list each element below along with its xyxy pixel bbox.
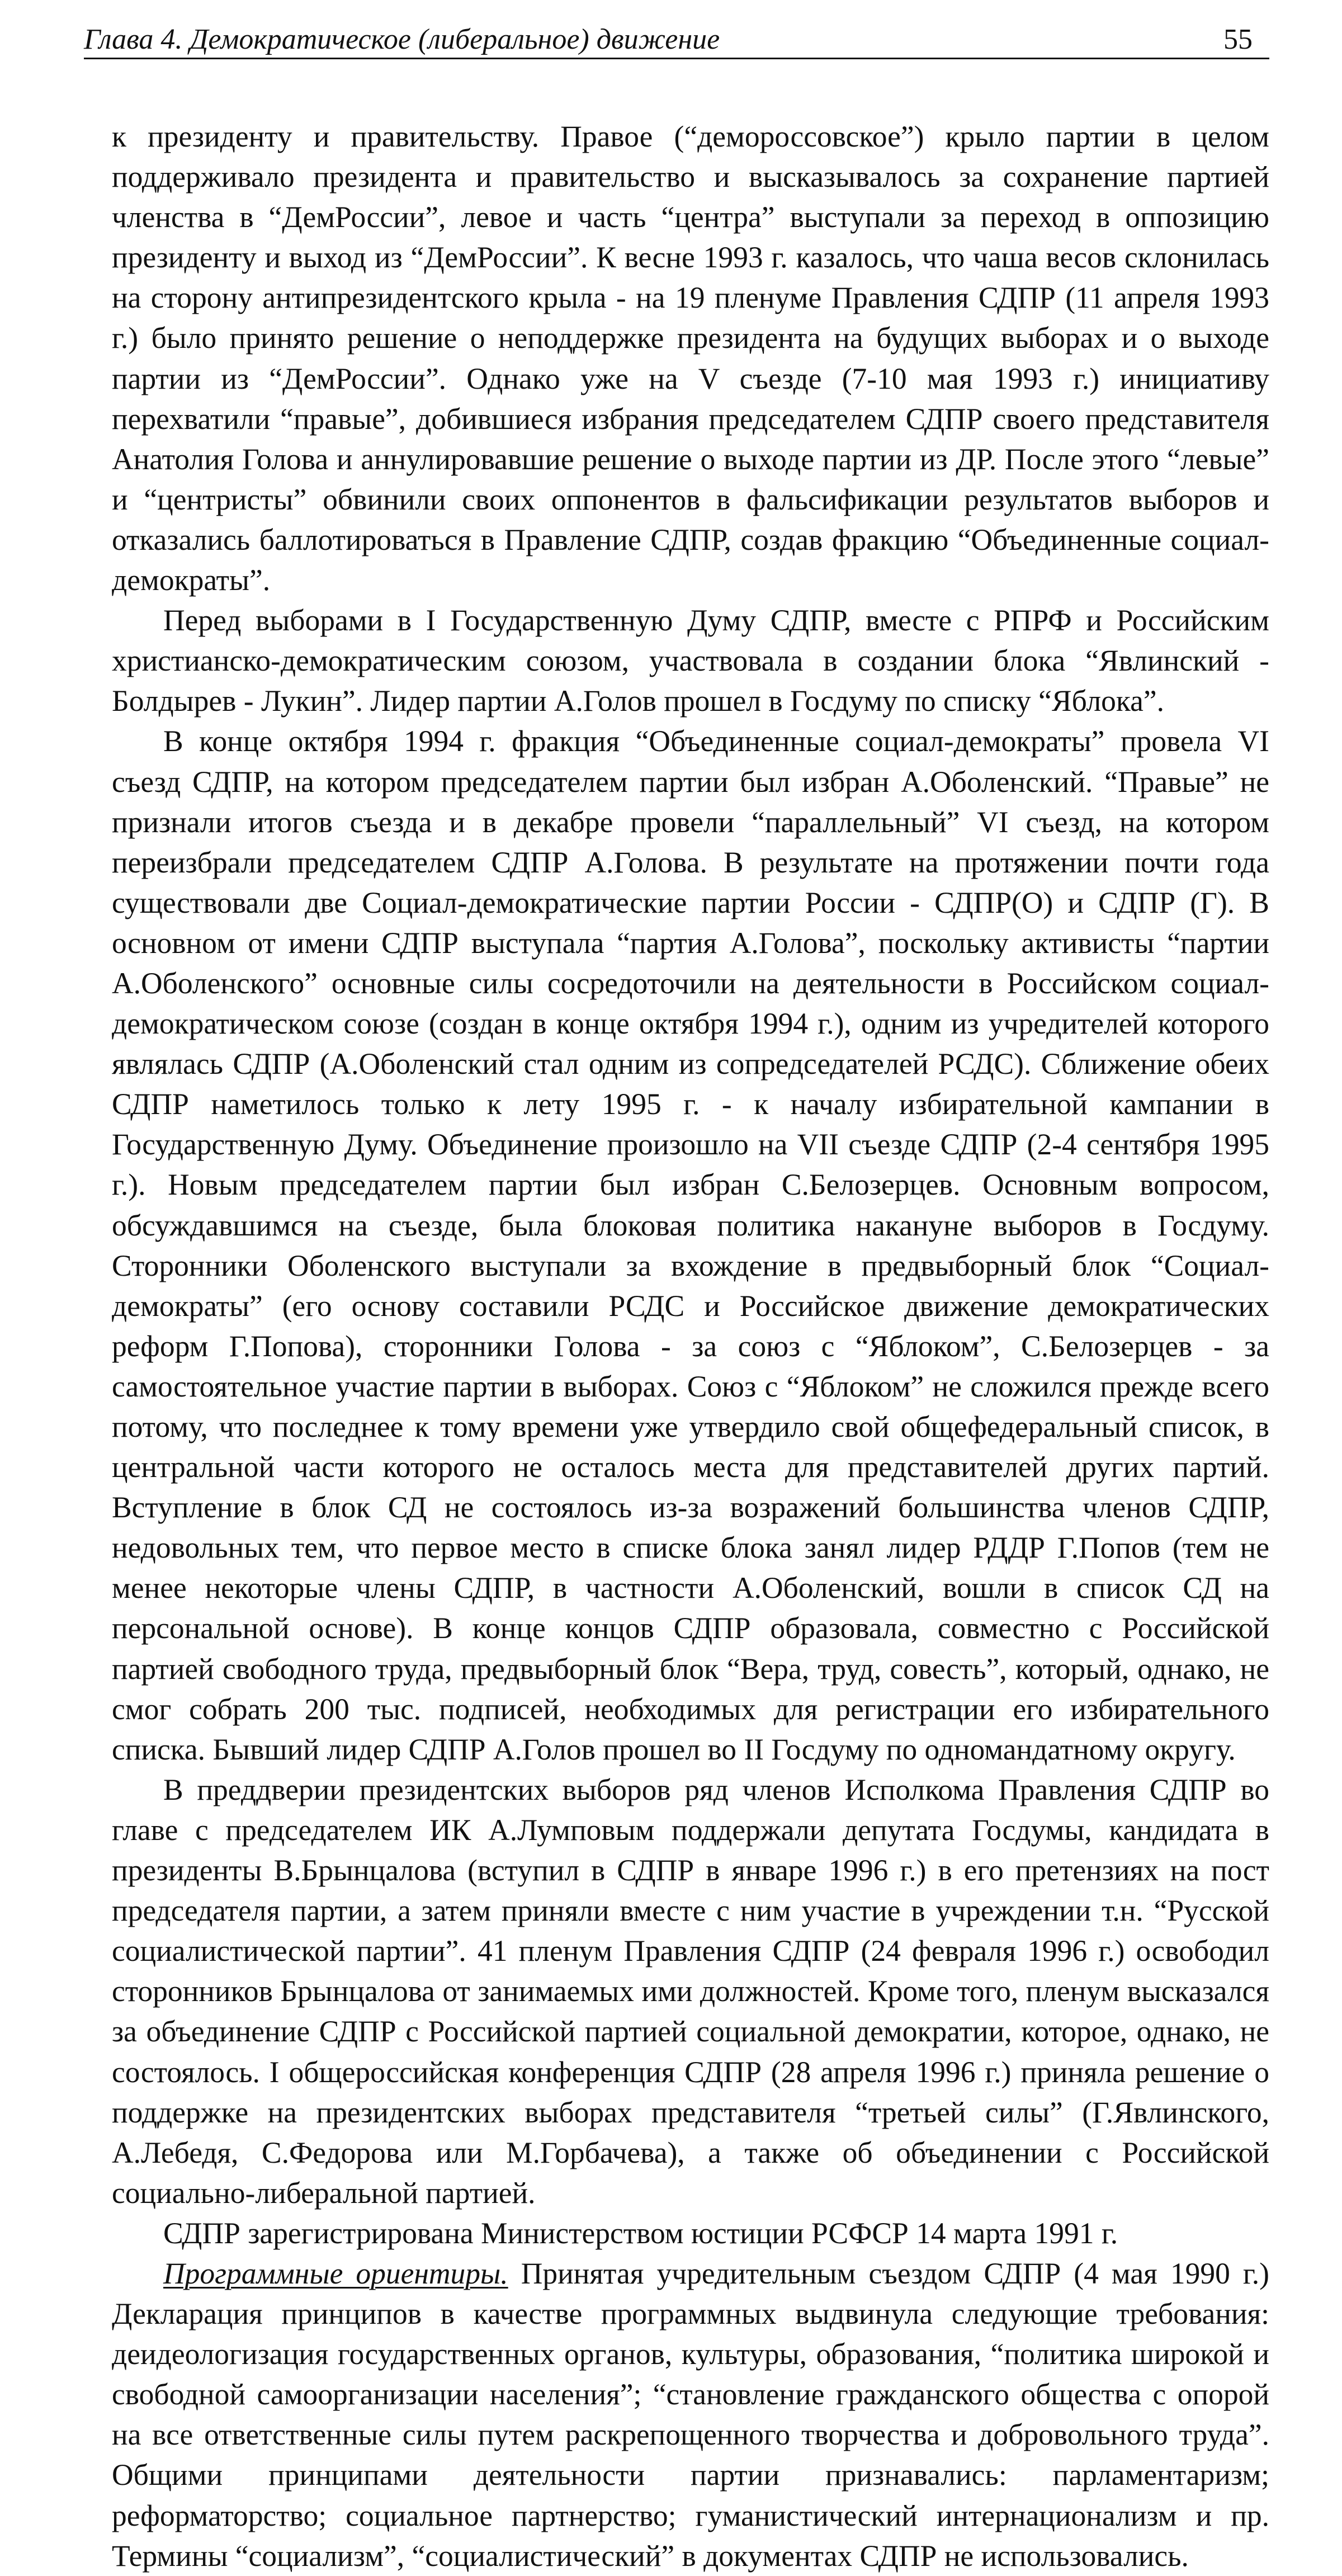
chapter-title: Глава 4. Демократическое (либеральное) движение [84, 23, 720, 55]
body-text [112, 116, 1269, 2576]
running-header [84, 16, 1269, 59]
page-number: 55 [1223, 23, 1253, 55]
section-heading-program: Программные ориентиры. [163, 2256, 508, 2290]
paragraph-presidential-elections: В преддверии президентских выборов ряд членов Исполкома Правления СДПР во главе с председателем ИК А.Лумповым поддержали депутата Госдумы, кандидата в президенты В.Брынцалова (вступил в СДПР в январе 1996 г.) в его претензиях на пост председателя партии, а затем приняли вместе с ним участие в учреждении т.н. “Русской социалистической партии”. 41 пленум Правления СДПР (24 февраля 1996 г.) освободил сторонников Брынцалова от занимаемых ими должностей. Кроме того, пленум высказался за объединение СДПР с Российской партией социальной демократии, которое, однако, не состоялось. I общероссийская конференция СДПР (28 апреля 1996 г.) приняла решение о поддержке на президентских выборах представителя “третьей силы” (Г.Явлинского, А.Лебедя, С.Федорова или М.Горбачева), а также об объединении с Российской социально-либеральной партией. [112, 1772, 1269, 2210]
paragraph-registration: СДПР зарегистрирована Министерством юстиции РСФСР 14 марта 1991 г. [163, 2216, 1118, 2250]
paragraph-duma-elections: Перед выборами в I Государственную Думу СДПР, вместе с РПРФ и Российским христианско-демократическим союзом, участвовала в создании блока “Явлинский - Болдырев - Лукин”. Лидер партии А.Голов прошел в Госдуму по списку “Яблока”. [112, 603, 1269, 718]
program-text: Принятая учредительным съездом СДПР (4 мая 1990 г.) Декларация принципов в качестве программных выдвинула следующие требования: деидеологизация государственных органов, культуры, образования, “политика широкой и свободной самоорганизации населения”; “становление гражданского общества с опорой на все ответственные силы путем раскрепощенного творчества и добровольного труда”. Общими принципами деятельности партии признавались: парламентаризм; реформаторство; социальное партнерство; гуманистический интернационализм и пр. Термины “социализм”, “социалистический” в документах СДПР не использовались. [112, 2256, 1269, 2573]
paragraph-party-split: В конце октября 1994 г. фракция “Объединенные социал-демократы” провела VI съезд СДПР, на котором председателем партии был избран А.Оболенский. “Правые” не признали итогов съезда и в декабре провели “параллельный” VI съезд, на котором переизбрали председателем СДПР А.Голова. В результате на протяжении почти года существовали две Социал-демократические партии России - СДПР(О) и СДПР (Г). В основном от имени СДПР выступала “партия А.Голова”, поскольку активисты “партии А.Оболенского” основные силы сосредоточили на деятельности в Российском социал-демократическом союзе (создан в конце октября 1994 г.), одним из учредителей которого являлась СДПР (А.Оболенский стал одним из сопредседателей РСДС). Сближение обеих СДПР наметилось только к лету 1995 г. - к началу избирательной кампании в Государственную Думу. Объединение произошло на VII съезде СДПР (2-4 сентября 1995 г.). Новым председателем партии был избран С.Белозерцев. Основным вопросом, обсуждавшимся на съезде, была блоковая политика накануне выборов в Госдуму. Сторонники Оболенского выступали за вхождение в предвыборный блок “Социал-демократы” (его основу составили РСДС и Российское движение демократических реформ Г.Попова), сторонники Голова - за союз с “Яблоком”, С.Белозерцев - за самостоятельное участие партии в выборах. Союз с “Яблоком” не сложился прежде всего потому, что последнее к тому времени уже утвердило свой общефедеральный список, в центральной части которого не осталось места для представителей других партий. Вступление в блок СД не состоялось из-за возражений большинства членов СДПР, недовольных тем, что первое место в списке блока занял лидер РДДР Г.Попов (тем не менее некоторые члены СДПР, в частности А.Оболенский, вошли в список СД на персональной основе). В конце концов СДПР образовала, совместно с Российской партией свободного труда, предвыборный блок “Вера, труд, совесть”, который, однако, не смог собрать 200 тыс. подписей, необходимых для регистрации его избирательного списка. Бывший лидер СДПР А.Голов прошел во II Госдуму по одномандатному округу. [112, 724, 1269, 1766]
paragraph-program-orientations [112, 2253, 1269, 2576]
paragraph-continuation: к президенту и правительству. Правое (“демороссовское”) крыло партии в целом поддерживало президента и правительство и высказывалось за сохранение партией членства в “ДемРоссии”, левое и часть “центра” выступали за переход в оппозицию президенту и выход из “ДемРоссии”. К весне 1993 г. казалось, что чаша весов склонилась на сторону антипрезидентского крыла - на 19 пленуме Правления СДПР (11 апреля 1993 г.) было принято решение о неподдержке президента на будущих выборах и о выходе партии из “ДемРоссии”. Однако уже на V съезде (7-10 мая 1993 г.) инициативу перехватили “правые”, добившиеся избрания председателем СДПР своего представителя Анатолия Голова и аннулировавшие решение о выходе партии из ДР. После этого “левые” и “центристы” обвинили своих оппонентов в фальсификации результатов выборов и отказались баллотироваться в Правление СДПР, создав фракцию “Объединенные социал-демократы”. [112, 120, 1269, 597]
